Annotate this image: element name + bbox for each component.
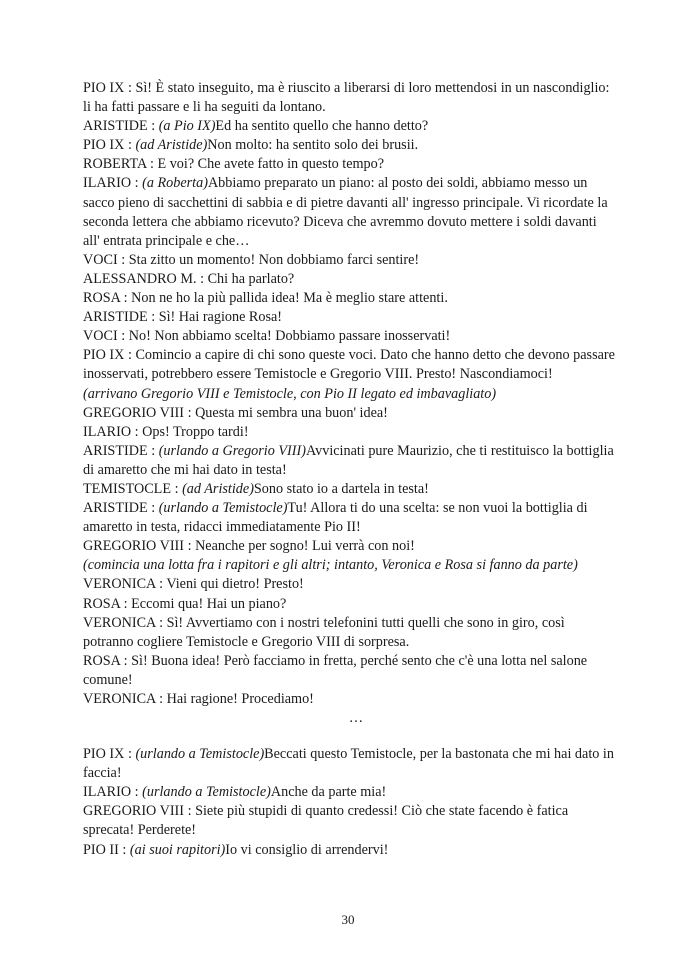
dialogue-line (83, 117, 615, 136)
speaker-separator: : (155, 576, 167, 593)
speaker-separator: : (118, 841, 130, 858)
speaker-name: ILARIO (83, 423, 132, 440)
dialogue-line (83, 480, 615, 499)
speaker-separator: : (146, 156, 158, 173)
speaker-name: VERONICA (83, 614, 156, 631)
inline-direction: (urlando a Gregorio VIII) (158, 442, 306, 459)
speaker-name: PIO IX (83, 137, 125, 154)
speaker-separator: : (171, 480, 183, 497)
speaker-name: PIO IX (83, 80, 125, 96)
inline-direction: (ad Aristide) (182, 480, 254, 497)
speaker-name: GREGORIO VIII (83, 803, 185, 820)
speaker-separator: : (131, 175, 143, 192)
scene-break-ellipsis: … (348, 710, 364, 727)
page-number: 30 (341, 912, 355, 927)
dialogue-line (83, 442, 615, 480)
speaker-name: ARISTIDE (83, 442, 148, 459)
dialogue-text: Chi ha parlato? (207, 270, 295, 287)
dialogue-text: Sì! Avvertiamo con i nostri telefonini tutti quelli che sono in giro, così potranno cogliere Temistocle e Gregorio VIII di sorpresa. (83, 614, 565, 650)
dialogue-line (83, 423, 615, 442)
dialogue-line (83, 79, 615, 117)
speaker-separator: : (124, 746, 136, 763)
speaker-name: PIO II (83, 841, 119, 858)
stage-direction: (comincia una lotta fra i rapitori e gli altri; intanto, Veronica e Rosa si fanno da parte) (83, 557, 578, 574)
dialogue-text: No! Non abbiamo scelta! Dobbiamo passare inosservati! (128, 328, 451, 345)
dialogue-text: Io vi consiglio di arrendervi! (225, 841, 389, 858)
speaker-separator: : (184, 404, 196, 421)
speaker-separator: : (147, 309, 159, 326)
dialogue-line (83, 614, 615, 652)
speaker-separator: : (184, 538, 196, 555)
speaker-name: ARISTIDE (83, 309, 148, 326)
dialogue-text: Siete più stupidi di quanto credessi! Ciò che state facendo è fatica sprecata! Perderete! (83, 803, 569, 839)
speaker-name: ROSA (83, 595, 121, 612)
speaker-name: ILARIO (83, 175, 132, 192)
dialogue-text: Hai ragione! Procediamo! (166, 691, 314, 707)
dialogue-line (83, 575, 615, 594)
inline-direction: (urlando a Temistocle) (142, 784, 271, 801)
speaker-separator: : (147, 118, 159, 135)
dialogue-text: Sì! Hai ragione Rosa! (158, 309, 283, 326)
dialogue-line (83, 595, 615, 614)
dialogue-text: Non ne ho la più pallida idea! Ma è meglio stare attenti. (131, 290, 448, 307)
speaker-name: ALESSANDRO M. (83, 270, 197, 287)
dialogue-text: Avvicinati pure Maurizio, che ti restituisco la bottiglia di amaretto che mi hai dato in testa! (83, 442, 614, 478)
speaker-name: VOCI (83, 251, 118, 268)
dialogue-text: Ed ha sentito quello che hanno detto? (215, 118, 429, 135)
dialogue-text: Sono stato io a dartela in testa! (253, 480, 429, 497)
speaker-name: GREGORIO VIII (83, 404, 185, 421)
dialogue-line (83, 174, 615, 250)
dialogue-text: Sta zitto un momento! Non dobbiamo farci sentire! (128, 251, 420, 268)
speaker-separator: : (120, 290, 132, 307)
speaker-name: ROSA (83, 290, 121, 307)
speaker-name: ARISTIDE (83, 500, 148, 517)
script-body (83, 79, 615, 860)
speaker-separator: : (155, 691, 167, 707)
speaker-separator: : (120, 595, 132, 612)
speaker-name: ROSA (83, 652, 121, 669)
dialogue-line (83, 308, 615, 327)
speaker-separator: : (196, 270, 208, 287)
dialogue-line (83, 289, 615, 308)
inline-direction: (ad Aristide) (135, 137, 208, 154)
dialogue-text: Beccati questo Temistocle, per la bastonata che mi hai dato in faccia! (83, 746, 614, 782)
dialogue-line (83, 783, 615, 802)
inline-direction: (ai suoi rapitori) (129, 841, 226, 858)
dialogue-line (83, 652, 615, 690)
speaker-separator: : (117, 251, 129, 268)
dialogue-line (83, 499, 615, 537)
speaker-separator: : (155, 614, 167, 631)
dialogue-text: Tu! Allora ti do una scelta: se non vuoi la bottiglia di amaretto in testa, ridacci immediatamente Pio II! (83, 500, 588, 536)
dialogue-line (83, 802, 615, 840)
dialogue-text: Sì! È stato inseguito, ma è riuscito a liberarsi di loro mettendosi in un nascondiglio: li ha fatti passare e li ha seguiti da lontano. (83, 80, 610, 116)
speaker-name: PIO IX (83, 746, 125, 763)
speaker-separator: : (131, 423, 143, 440)
speaker-separator: : (147, 500, 159, 517)
speaker-name: PIO IX (83, 347, 125, 364)
dialogue-text: Non molto: ha sentito solo dei brusii. (207, 137, 419, 154)
inline-direction: (urlando a Temistocle) (135, 746, 265, 763)
dialogue-line (83, 404, 615, 423)
dialogue-text: Neanche per sogno! Lui verrà con noi! (195, 538, 415, 555)
speaker-name: VERONICA (83, 576, 156, 593)
dialogue-line (83, 745, 615, 783)
speaker-name: ROBERTA (83, 156, 147, 173)
dialogue-text: Comincio a capire di chi sono queste voci. Dato che hanno detto che devono passare inosservati, potrebbero essere Temistocle e Gregorio VIII. Presto! Nascondiamoci! (83, 347, 615, 383)
dialogue-text: Questa mi sembra una buon' idea! (195, 404, 388, 421)
dialogue-text: Ops! Troppo tardi! (142, 423, 249, 440)
scene-break-gap (83, 728, 615, 745)
dialogue-text: Anche da parte mia! (270, 784, 387, 801)
speaker-separator: : (131, 784, 143, 801)
speaker-separator: : (117, 328, 129, 345)
dialogue-text: Eccomi qua! Hai un piano? (131, 595, 287, 612)
dialogue-line (83, 346, 615, 384)
dialogue-line (83, 327, 615, 346)
speaker-separator: : (124, 347, 136, 364)
speaker-name: ARISTIDE (83, 118, 148, 135)
speaker-separator: : (120, 652, 132, 669)
dialogue-line (83, 841, 615, 860)
speaker-separator: : (184, 803, 196, 820)
speaker-name: VERONICA (83, 691, 156, 707)
speaker-separator: : (124, 80, 136, 96)
dialogue-line (83, 155, 615, 174)
dialogue-text: E voi? Che avete fatto in questo tempo? (157, 156, 385, 173)
inline-direction: (a Pio IX) (158, 118, 216, 135)
stage-direction: (arrivano Gregorio VIII e Temistocle, con Pio II legato ed imbavagliato) (83, 385, 497, 402)
dialogue-text: Abbiamo preparato un piano: al posto dei soldi, abbiamo messo un sacco pieno di sacchettini di sabbia e di pietre davanti all' ingresso principale. Vi ricordate la seconda lettera che abbiamo ricevuto? Diceva che avremmo dovuto mettere i soldi davanti all' entrata principale e che… (83, 175, 608, 249)
dialogue-line (83, 251, 615, 270)
inline-direction: (urlando a Temistocle) (158, 500, 288, 517)
speaker-separator: : (124, 137, 136, 154)
speaker-separator: : (147, 442, 159, 459)
dialogue-line (83, 270, 615, 289)
speaker-name: VOCI (83, 328, 118, 345)
speaker-name: GREGORIO VIII (83, 538, 185, 555)
dialogue-line (83, 136, 615, 155)
dialogue-text: Vieni qui dietro! Presto! (166, 576, 304, 593)
inline-direction: (a Roberta) (142, 175, 208, 192)
dialogue-text: Sì! Buona idea! Però facciamo in fretta, perché sento che c'è una lotta nel salone comune! (83, 652, 588, 688)
dialogue-line (83, 537, 615, 556)
speaker-name: ILARIO (83, 784, 132, 801)
speaker-name: TEMISTOCLE (83, 480, 172, 497)
dialogue-line (83, 690, 615, 709)
